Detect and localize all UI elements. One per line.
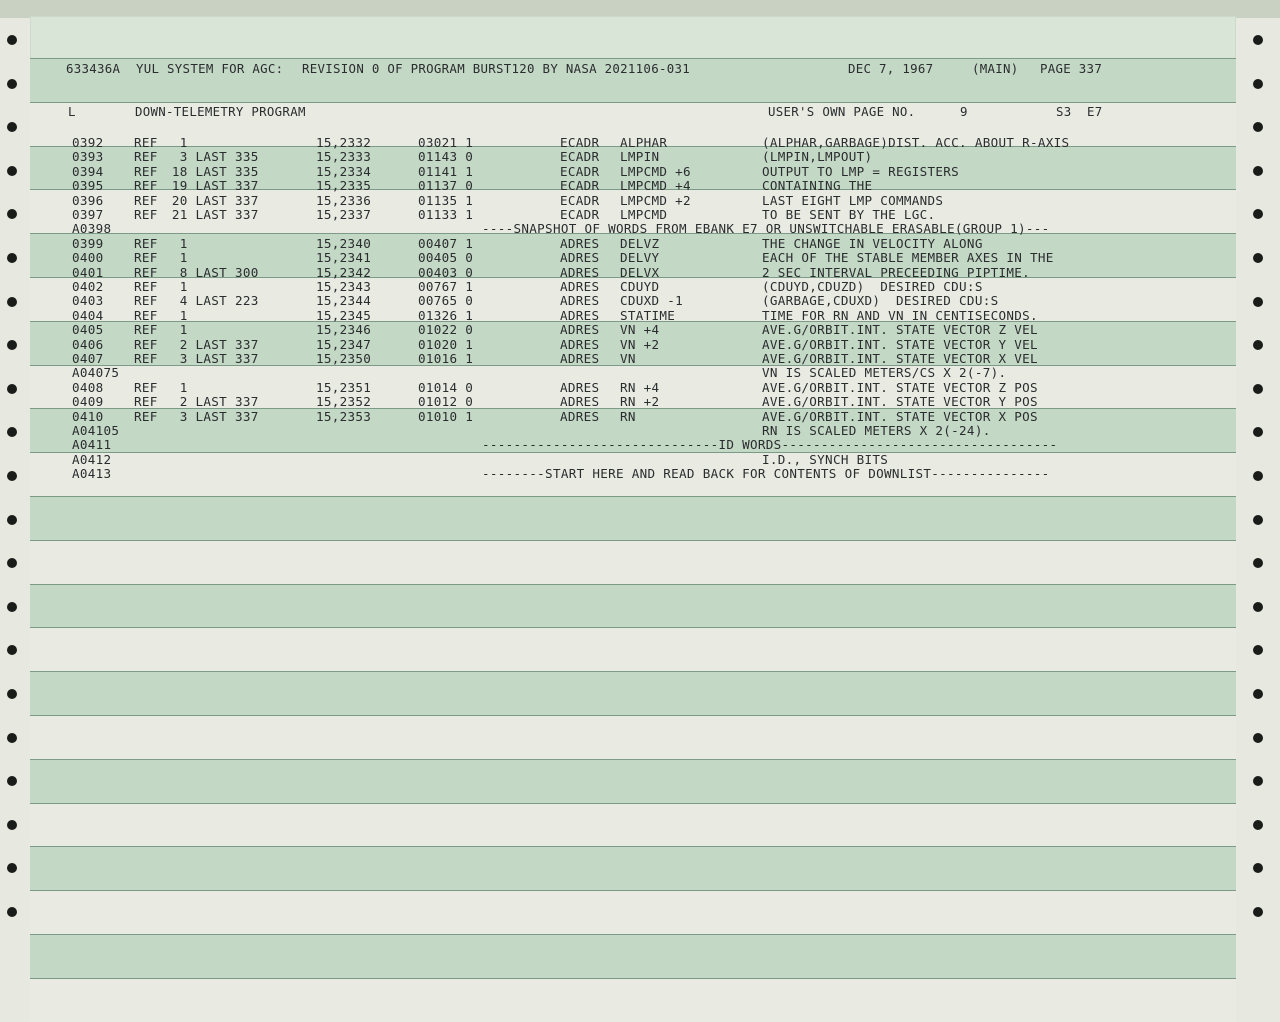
tractor-hole [7,253,17,263]
line-number: A0413 [72,466,112,482]
listing-row [30,323,1236,337]
ref-info: 4 LAST 223 [164,293,259,309]
ref-info: 1 [164,307,188,323]
tractor-hole [1253,776,1263,786]
line-number: 0392 [72,135,104,150]
user-page-number: 9 [960,104,968,119]
octal-word: 01143 0 [418,149,474,165]
comment: LAST EIGHT LMP COMMANDS [762,192,944,208]
greenbar-band [30,890,1236,934]
opcode: ADRES [560,235,600,251]
comment: 2 SEC INTERVAL PRECEEDING PIPTIME. [762,264,1030,280]
address: 15,2336 [316,192,372,208]
operand: CDUXD -1 [620,293,684,309]
greenbar-band [30,846,1236,890]
opcode: ADRES [560,351,600,366]
octal-word: 01020 1 [418,336,474,352]
listing-row [30,179,1236,193]
comment: AVE.G/ORBIT.INT. STATE VECTOR Z VEL [762,322,1038,338]
octal-word: 01012 0 [418,394,474,410]
address: 15,2333 [316,149,372,165]
tractor-hole [7,209,17,219]
listing-row [30,280,1236,294]
band-rule [30,846,1236,847]
subheader-codes: S3 E7 [1056,104,1103,119]
opcode: ECADR [560,149,600,165]
comment: AVE.G/ORBIT.INT. STATE VECTOR X VEL [762,351,1038,366]
octal-word: 00403 0 [418,264,474,280]
tractor-hole [1253,863,1263,873]
ref-tag: REF [134,264,158,280]
operand: VN +2 [620,336,660,352]
operand: RN [620,408,636,424]
operand: VN [620,351,636,366]
band-rule [30,496,1236,497]
band-rule [30,58,1236,59]
tractor-hole [7,79,17,89]
address: 15,2340 [316,235,372,251]
operand: DELVX [620,264,660,280]
listing-row [30,208,1236,222]
listing-row [30,410,1236,424]
line-number: 0393 [72,149,104,165]
line-number: 0403 [72,293,104,309]
operand: LMPCMD +4 [620,178,691,194]
ref-tag: REF [134,235,158,251]
tractor-hole [1253,733,1263,743]
opcode: ADRES [560,293,600,309]
greenbar-band [30,934,1236,978]
address: 15,2335 [316,178,372,194]
band-rule [30,934,1236,935]
line-number: A0412 [72,451,112,467]
comment: AVE.G/ORBIT.INT. STATE VECTOR X POS [762,408,1038,424]
header-page: PAGE 337 [1040,61,1103,76]
band-rule [30,584,1236,585]
address: 15,2350 [316,351,372,366]
tractor-hole [7,122,17,132]
ref-info: 21 LAST 337 [164,207,259,222]
operand: LMPCMD [620,207,668,222]
listing-row [30,165,1236,179]
tractor-hole [1253,645,1263,655]
address: 15,2345 [316,307,372,323]
tractor-hole [1253,689,1263,699]
line-number: 0405 [72,322,104,338]
octal-word: 01133 1 [418,207,474,222]
octal-word: 00405 0 [418,250,474,266]
line-number: 0397 [72,207,104,222]
tractor-hole [1253,209,1263,219]
user-page-label: USER'S OWN PAGE NO. [768,104,916,119]
tractor-hole [1253,297,1263,307]
tractor-hole [7,776,17,786]
header-system: YUL SYSTEM FOR AGC: [136,61,284,76]
listing-row [30,467,1236,481]
octal-word: 00407 1 [418,235,474,251]
tractor-hole [7,820,17,830]
address: 15,2346 [316,322,372,338]
address: 15,2347 [316,336,372,352]
ref-info: 18 LAST 335 [164,163,259,179]
line-number: 0401 [72,264,104,280]
listing-row [30,251,1236,265]
line-number: 0395 [72,178,104,194]
ref-tag: REF [134,336,158,352]
opcode: ECADR [560,135,600,150]
octal-word: 00767 1 [418,279,474,294]
tractor-hole [7,166,17,176]
listing-row [30,438,1236,452]
ref-info: 1 [164,250,188,266]
comment: --------START HERE AND READ BACK FOR CONTENTS OF DOWNLIST--------------- [482,466,1050,482]
comment: AVE.G/ORBIT.INT. STATE VECTOR Z POS [762,379,1038,395]
operand: DELVY [620,250,660,266]
octal-word: 01326 1 [418,307,474,323]
opcode: ADRES [560,322,600,338]
listing-row [30,150,1236,164]
comment: EACH OF THE STABLE MEMBER AXES IN THE [762,250,1054,266]
address: 15,2332 [316,135,372,150]
tractor-hole [7,515,17,525]
band-rule [30,803,1236,804]
tractor-hole [1253,253,1263,263]
opcode: ADRES [560,379,600,395]
ref-tag: REF [134,192,158,208]
ref-tag: REF [134,322,158,338]
greenbar-band [30,671,1236,715]
opcode: ECADR [560,163,600,179]
listing-row [30,136,1236,150]
comment: RN IS SCALED METERS X 2(-24). [762,423,991,438]
ref-info: 1 [164,135,188,150]
greenbar-band [30,803,1236,847]
address: 15,2341 [316,250,372,266]
band-rule [30,671,1236,672]
band-rule [30,759,1236,760]
opcode: ADRES [560,307,600,323]
ref-tag: REF [134,293,158,309]
band-rule [30,102,1236,103]
ref-info: 20 LAST 337 [164,192,259,208]
line-number: 0406 [72,336,104,352]
ref-info: 1 [164,235,188,251]
address: 15,2344 [316,293,372,309]
greenbar-band [30,759,1236,803]
address: 15,2343 [316,279,372,294]
line-number: 0394 [72,163,104,179]
ref-tag: REF [134,149,158,165]
tractor-hole [1253,558,1263,568]
line-number: 0400 [72,250,104,266]
listing-row [30,424,1236,438]
tractor-hole [7,427,17,437]
operand: LMPCMD +6 [620,163,691,179]
tractor-hole [7,340,17,350]
tractor-hole [7,863,17,873]
ref-tag: REF [134,408,158,424]
octal-word: 01141 1 [418,163,474,179]
ref-tag: REF [134,178,158,194]
tractor-hole [1253,427,1263,437]
header-revision: REVISION 0 OF PROGRAM BURST120 BY NASA 2021106-031 [302,61,690,76]
ref-info: 19 LAST 337 [164,178,259,194]
listing-row [30,294,1236,308]
comment: (ALPHAR,GARBAGE)DIST. ACC. ABOUT R-AXIS [762,135,1070,150]
listing-row [30,453,1236,467]
ref-info: 1 [164,379,188,395]
octal-word: 01137 0 [418,178,474,194]
comment: I.D., SYNCH BITS [762,451,889,467]
ref-tag: REF [134,379,158,395]
octal-word: 03021 1 [418,135,474,150]
ref-tag: REF [134,307,158,323]
opcode: ECADR [560,207,600,222]
band-rule [30,627,1236,628]
ref-info: 1 [164,279,188,294]
octal-word: 01010 1 [418,408,474,424]
tractor-hole [7,384,17,394]
band-rule [30,540,1236,541]
comment: (GARBAGE,CDUXD) DESIRED CDU:S [762,293,999,309]
line-number: 0404 [72,307,104,323]
ref-info: 2 LAST 337 [164,336,259,352]
greenbar-band [30,627,1236,671]
ref-tag: REF [134,279,158,294]
octal-word: 01135 1 [418,192,474,208]
line-number: A0411 [72,437,112,453]
octal-word: 01016 1 [418,351,474,366]
tractor-hole [7,35,17,45]
ref-tag: REF [134,135,158,150]
ref-tag: REF [134,394,158,410]
operand: RN +4 [620,379,660,395]
header-job: 633436A [66,61,121,76]
header-date: DEC 7, 1967 [848,61,934,76]
opcode: ADRES [560,279,600,294]
comment: ------------------------------ID WORDS----------------------------------- [482,437,1058,453]
opcode: ECADR [560,178,600,194]
opcode: ADRES [560,336,600,352]
opcode: ADRES [560,408,600,424]
line-number: 0402 [72,279,104,294]
tractor-hole [1253,122,1263,132]
line-number: 0399 [72,235,104,251]
ref-info: 3 LAST 337 [164,408,259,424]
line-number: 0410 [72,408,104,424]
comment: AVE.G/ORBIT.INT. STATE VECTOR Y VEL [762,336,1038,352]
listing-row [30,309,1236,323]
address: 15,2351 [316,379,372,395]
tractor-hole [1253,384,1263,394]
comment: THE CHANGE IN VELOCITY ALONG [762,235,983,251]
comment: ----SNAPSHOT OF WORDS FROM EBANK E7 OR UNSWITCHABLE ERASABLE(GROUP 1)--- [482,221,1050,237]
ref-tag: REF [134,250,158,266]
ref-info: 2 LAST 337 [164,394,259,410]
greenbar-band [30,978,1236,1022]
opcode: ADRES [560,264,600,280]
comment: TO BE SENT BY THE LGC. [762,207,936,222]
opcode: ADRES [560,250,600,266]
comment: CONTAINING THE [762,178,873,194]
address: 15,2337 [316,207,372,222]
ref-info: 1 [164,322,188,338]
listing-row [30,266,1236,280]
octal-word: 00765 0 [418,293,474,309]
operand: RN +2 [620,394,660,410]
tractor-hole [7,645,17,655]
tractor-hole [7,558,17,568]
line-number: 0396 [72,192,104,208]
listing-row [30,381,1236,395]
comment: AVE.G/ORBIT.INT. STATE VECTOR Y POS [762,394,1038,410]
listing-row [30,395,1236,409]
tractor-hole [7,689,17,699]
tractor-hole [7,297,17,307]
tractor-hole [7,471,17,481]
address: 15,2342 [316,264,372,280]
header-section: (MAIN) [972,61,1019,76]
octal-word: 01022 0 [418,322,474,338]
line-number: A04075 [72,365,120,381]
subheader-title: DOWN-TELEMETRY PROGRAM [135,104,306,119]
tractor-hole [1253,602,1263,612]
comment: TIME FOR RN AND VN IN CENTISECONDS. [762,307,1038,323]
listing-row [30,366,1236,380]
operand: VN +4 [620,322,660,338]
address: 15,2353 [316,408,372,424]
tractor-hole [1253,820,1263,830]
greenbar-band [30,540,1236,584]
listing-row [30,194,1236,208]
band-rule [30,978,1236,979]
line-number: 0408 [72,379,104,395]
band-rule [30,890,1236,891]
listing-row [30,338,1236,352]
line-number: A04105 [72,423,120,438]
tractor-hole [1253,166,1263,176]
operand: STATIME [620,307,676,323]
printout-sheet [30,16,1236,944]
opcode: ADRES [560,394,600,410]
operand: ALPHAR [620,135,668,150]
tractor-hole [1253,79,1263,89]
octal-word: 01014 0 [418,379,474,395]
tractor-hole [1253,471,1263,481]
ref-info: 8 LAST 300 [164,264,259,280]
tractor-hole [1253,340,1263,350]
ref-tag: REF [134,163,158,179]
ref-info: 3 LAST 337 [164,351,259,366]
operand: LMPIN [620,149,660,165]
address: 15,2352 [316,394,372,410]
comment: VN IS SCALED METERS/CS X 2(-7). [762,365,1007,381]
comment: (LMPIN,LMPOUT) [762,149,873,165]
operand: DELVZ [620,235,660,251]
line-number: 0409 [72,394,104,410]
address: 15,2334 [316,163,372,179]
listing-row [30,352,1236,366]
operand: CDUYD [620,279,660,294]
comment: (CDUYD,CDUZD) DESIRED CDU:S [762,279,983,294]
band-rule [30,715,1236,716]
greenbar-band [30,584,1236,628]
ref-info: 3 LAST 335 [164,149,259,165]
listing-row [30,222,1236,236]
listing-row [30,237,1236,251]
line-number: 0407 [72,351,104,366]
tractor-hole [1253,907,1263,917]
line-number: A0398 [72,221,112,237]
tractor-hole [7,907,17,917]
tractor-hole [7,733,17,743]
tractor-hole [7,602,17,612]
subheader-mark: L [68,104,76,119]
greenbar-band [30,496,1236,540]
ref-tag: REF [134,351,158,366]
tractor-hole [1253,515,1263,525]
tractor-hole [1253,35,1263,45]
greenbar-band [30,715,1236,759]
opcode: ECADR [560,192,600,208]
ref-tag: REF [134,207,158,222]
comment: OUTPUT TO LMP = REGISTERS [762,163,960,179]
operand: LMPCMD +2 [620,192,691,208]
